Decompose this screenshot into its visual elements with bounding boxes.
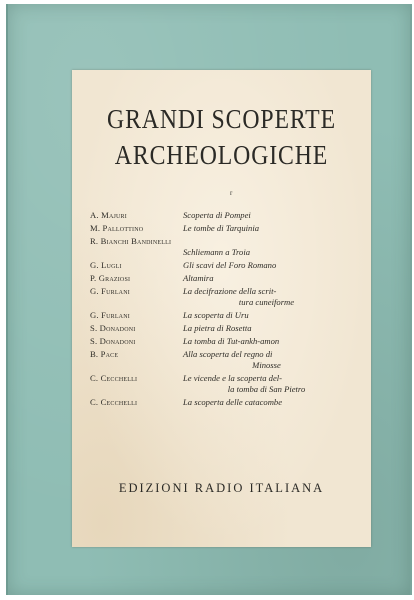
list-item: [90, 210, 350, 221]
list-item: [90, 397, 350, 408]
title-line-2: ARCHEOLOGICHE: [114, 140, 329, 170]
entry-author: M. Pallottino: [90, 223, 144, 233]
entry-author: G. Furlani: [90, 310, 130, 320]
list-item: [90, 373, 350, 395]
list-item: [90, 236, 350, 258]
publisher-name: EDIZIONI RADIO ITALIANA: [118, 481, 325, 495]
book-cover: [6, 4, 412, 595]
entry-author: S. Donadoni: [90, 323, 136, 333]
small-mark: r: [230, 189, 233, 197]
entry-author: S. Donadoni: [90, 336, 136, 346]
entry-title: Scoperta di Pompei: [183, 210, 251, 220]
list-item: [90, 323, 350, 334]
entry-title: Schliemann a Troia: [183, 247, 250, 257]
title-label-panel: [72, 70, 371, 547]
entry-author: C. Cecchelli: [90, 373, 138, 383]
list-item: [90, 310, 350, 321]
entry-title: La scoperta delle catacombe: [183, 397, 283, 407]
series-list: [90, 210, 350, 410]
list-item: [90, 286, 350, 308]
list-item: [90, 349, 350, 371]
list-item: [90, 260, 350, 271]
entry-author: A. Majuri: [90, 210, 127, 220]
entry-title: Le tombe di Tarquinia: [183, 223, 260, 233]
entry-author: B. Pace: [90, 349, 119, 359]
title-line-1: GRANDI SCOPERTE: [107, 104, 336, 134]
entry-author: C. Cecchelli: [90, 397, 138, 407]
entry-title: La decifrazione della scrit- tura cuneiforme: [183, 286, 295, 307]
entry-title: Altamira: [183, 273, 214, 283]
entry-author: P. Graziosi: [90, 273, 131, 283]
entry-author: G. Lugli: [90, 260, 122, 270]
entry-title: La pietra di Rosetta: [183, 323, 252, 333]
entry-title: La scoperta di Uru: [183, 310, 249, 320]
entry-title: Alla scoperta del regno di Minosse: [183, 349, 281, 370]
entry-author: R. Bianchi Bandinelli: [90, 236, 172, 246]
list-item: [90, 273, 350, 284]
list-item: [90, 223, 350, 234]
entry-title: Gli scavi del Foro Romano: [183, 260, 277, 270]
list-item: [90, 336, 350, 347]
entry-author: G. Furlani: [90, 286, 130, 296]
entry-title: Le vicende e la scoperta del- la tomba di San Pietro: [183, 373, 306, 394]
entry-title: La tomba di Tut-ankh-amon: [183, 336, 280, 346]
